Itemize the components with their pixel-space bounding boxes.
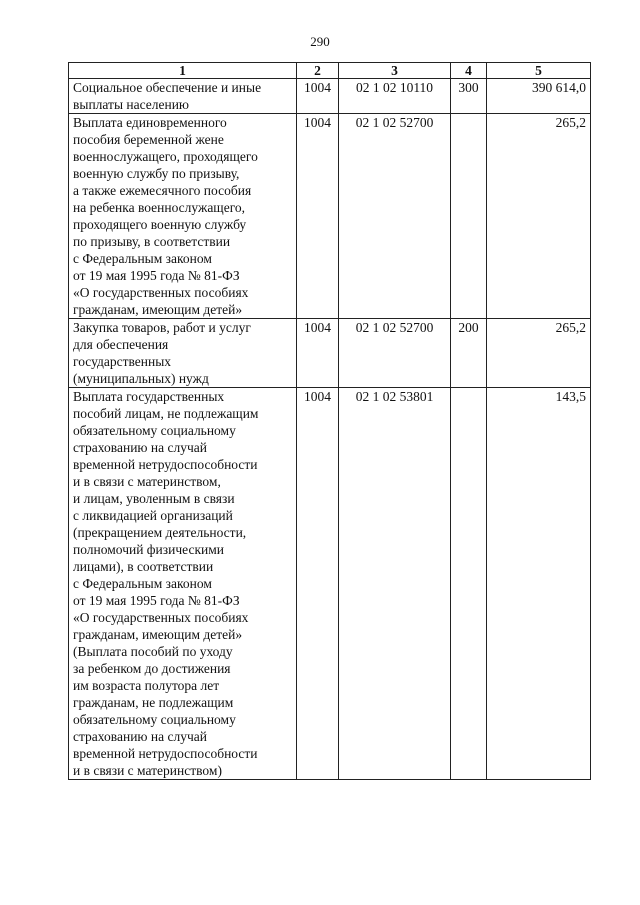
row-amount-cell: 390 614,0 bbox=[487, 79, 591, 114]
row-expense-type-cell bbox=[451, 388, 487, 780]
header-col-4: 4 bbox=[451, 63, 487, 79]
row-expense-type-cell: 200 bbox=[451, 319, 487, 388]
row-article-cell: 02 1 02 52700 bbox=[339, 114, 451, 319]
row-name-cell: Закупка товаров, работ и услуг для обеспечения государственных (муниципальных) нужд bbox=[69, 319, 297, 388]
row-article-cell: 02 1 02 10110 bbox=[339, 79, 451, 114]
table-row bbox=[69, 319, 591, 388]
budget-table bbox=[68, 62, 591, 780]
row-section-cell: 1004 bbox=[297, 114, 339, 319]
row-amount-cell: 265,2 bbox=[487, 114, 591, 319]
table-row bbox=[69, 79, 591, 114]
row-section-cell: 1004 bbox=[297, 319, 339, 388]
page-number: 290 bbox=[310, 34, 330, 49]
header-col-2: 2 bbox=[297, 63, 339, 79]
row-section-cell: 1004 bbox=[297, 79, 339, 114]
table-row bbox=[69, 114, 591, 319]
header-col-5: 5 bbox=[487, 63, 591, 79]
row-expense-type-cell bbox=[451, 114, 487, 319]
row-article-cell: 02 1 02 53801 bbox=[339, 388, 451, 780]
row-name-cell: Выплата государственных пособий лицам, не подлежащим обязательному социальному страхованию на случай временной нетрудоспособности и в связи с материнством, и лицам, уволенным в связи с ликвидацией организаций (прекращением деятельности, полномочий физическими лицами), в соответствии с Федеральным законом от 19 мая 1995 года № 81-ФЗ «О государственных пособиях гражданам, имеющим детей» (Выплата пособий по уходу за ребенком до достижения им возраста полутора лет гражданам, не подлежащим обязательному социальному страхованию на случай временной нетрудоспособности и в связи с материнством) bbox=[69, 388, 297, 780]
row-expense-type-cell: 300 bbox=[451, 79, 487, 114]
row-name-cell: Выплата единовременного пособия беременной жене военнослужащего, проходящего военную службу по призыву, а также ежемесячного пособия на ребенка военнослужащего, проходящего военную службу по призыву, в соответствии с Федеральным законом от 19 мая 1995 года № 81-ФЗ «О государственных пособиях гражданам, имеющим детей» bbox=[69, 114, 297, 319]
table-header-row bbox=[69, 63, 591, 79]
row-article-cell: 02 1 02 52700 bbox=[339, 319, 451, 388]
row-name-cell: Социальное обеспечение и иные выплаты населению bbox=[69, 79, 297, 114]
header-col-1: 1 bbox=[69, 63, 297, 79]
table-row bbox=[69, 388, 591, 780]
row-amount-cell: 143,5 bbox=[487, 388, 591, 780]
row-section-cell: 1004 bbox=[297, 388, 339, 780]
row-amount-cell: 265,2 bbox=[487, 319, 591, 388]
header-col-3: 3 bbox=[339, 63, 451, 79]
